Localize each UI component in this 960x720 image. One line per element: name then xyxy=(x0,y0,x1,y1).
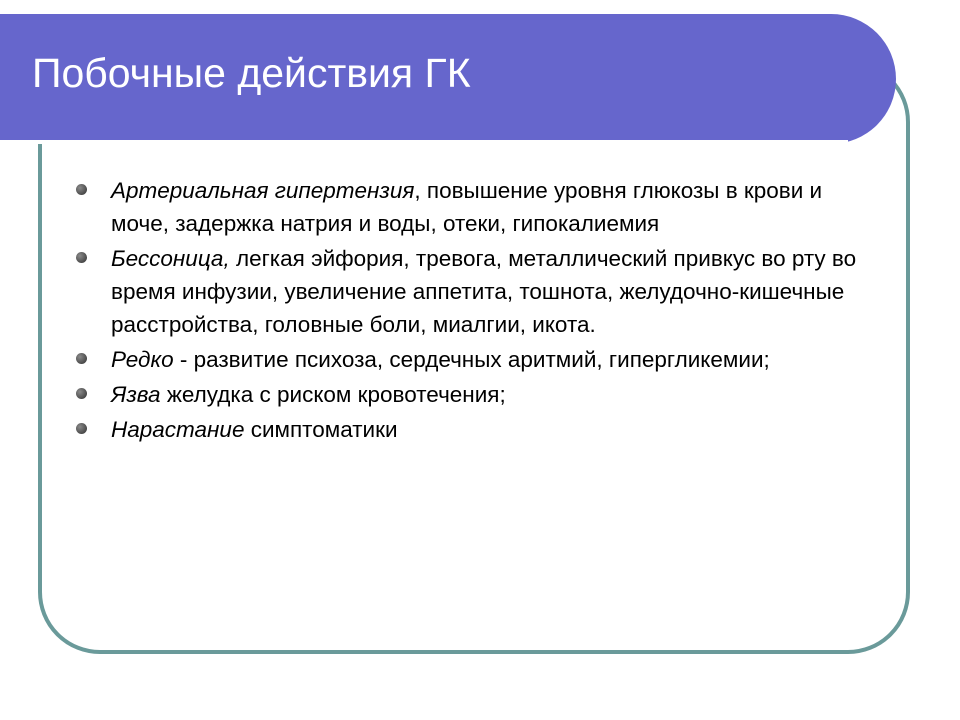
slide-title: Побочные действия ГК xyxy=(32,50,471,96)
bullet-text: симптоматики xyxy=(244,417,398,442)
bullet-item xyxy=(70,378,870,411)
bullet-dot-icon xyxy=(76,353,87,364)
bullet-text: желудка с риском кровотечения; xyxy=(160,382,506,407)
bullet-item xyxy=(70,343,870,376)
bullet-list xyxy=(70,174,870,448)
title-underline xyxy=(0,140,848,144)
bullet-lead: Бессоница, xyxy=(111,246,230,271)
bullet-lead: Нарастание xyxy=(111,417,245,442)
bullet-dot-icon xyxy=(76,252,87,263)
bullet-item xyxy=(70,413,870,446)
bullet-item xyxy=(70,174,870,240)
bullet-dot-icon xyxy=(76,423,87,434)
bullet-text: , повышение уровня глюкозы в крови и моче, задержка натрия и воды, отеки, гипокалиемия xyxy=(111,178,823,236)
bullet-item xyxy=(70,242,870,341)
bullet-text: - развитие психоза, сердечных аритмий, гипергликемии; xyxy=(173,347,770,372)
bullet-lead: Артериальная гипертензия xyxy=(111,178,415,203)
bullet-dot-icon xyxy=(76,388,87,399)
bullet-lead: Язва xyxy=(111,382,161,407)
bullet-text: легкая эйфория, тревога, металлический привкус во рту во время инфузии, увеличение аппетита, тошнота, желудочно-кишечные расстройства, головные боли, миалгии, икота. xyxy=(111,246,857,337)
bullet-lead: Редко xyxy=(111,347,174,372)
bullet-dot-icon xyxy=(76,184,87,195)
